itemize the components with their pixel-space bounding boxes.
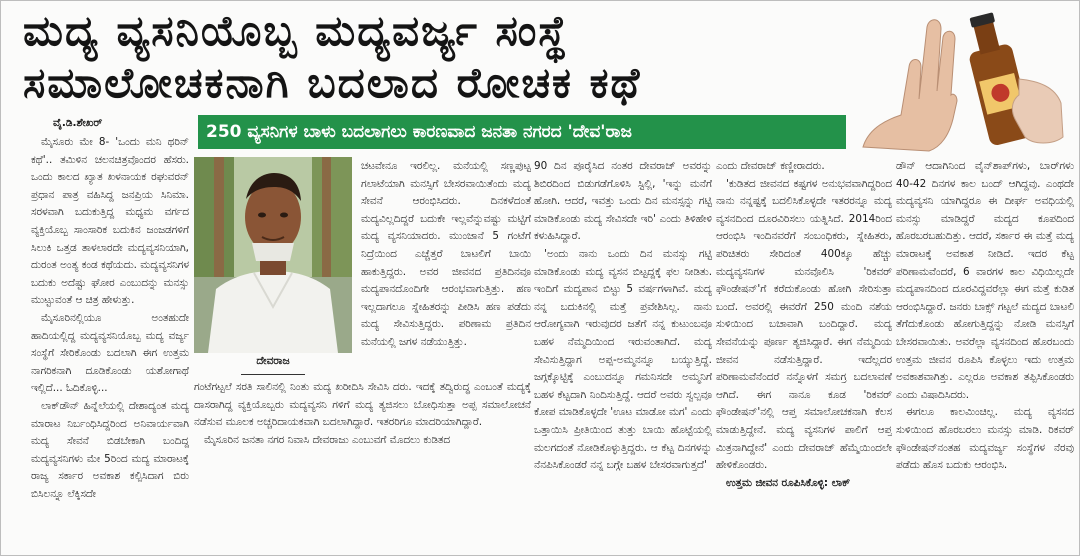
paragraph: ಚಟವೇನೂ ಇರಲಿಲ್ಲ. ಮನೆಯಲ್ಲಿ ಸಣ್ಣಪುಟ್ಟ ಗಲಾಟೆಯಾಗಿ ಮನಸ್ಸಿಗೆ ಬೇಸರವಾಯಿತೆಂದು ಮದ್ಯ ಸೇವನೆ ಆರಂಭಿಸಿದರು. ದಿನಕಳೆದಂತೆ ಮದ್ಯವಿಲ್ಲದಿದ್ದರೆ ಬದುಕೇ ಇಲ್ಲವೆನ್ನುವಷ್ಟು ಮಟ್ಟಿಗೆ ಮದ್ಯ ವ್ಯಸನಿಯಾದರು. ಮುಂಜಾನೆ 5 ಗಂಟೆಗೆ ನಿದ್ರೆಯಿಂದ ಎಚ್ಚೆತ್ತರೆ ಬಾಟಲಿಗೆ ಬಾಯಿ ಹಾಕುತ್ತಿದ್ದರು. ಅವರ ಜೀವನದ ಪ್ರತಿದಿನವೂ ಮದ್ಯಪಾನದೊಂದಿಗೇ ಆರಂಭವಾಗುತ್ತಿತ್ತು. ಹಣ ಇಲ್ಲದಾಗಲೂ ಸ್ನೇಹಿತರನ್ನು ಪೀಡಿಸಿ ಹಣ ಪಡೆದು ಮದ್ಯ ಸೇವಿಸುತ್ತಿದ್ದರು. ಪರಿಣಾಮ ಪ್ರತಿದಿನ ಮನೆಯಲ್ಲಿ ಜಗಳ ನಡೆಯುತ್ತಿತ್ತು.: [361, 160, 531, 348]
paragraph: ಈಗಲೂ ಕಾಲಮಿಂಚಿಲ್ಲ. ಮದ್ಯ ವ್ಯಸನದ ಸುಳಿಯಿಂದ ಹೊರಬರಲು ಮನಸ್ಸು ಮಾಡಿ. ರಿಕವರ್ ಫೌಂಡೇಷನ್‌ನಂತಹ ಮದ್ಯವರ್ಜ್ಯ ಸಂಸ್ಥೆಗಳ ನೆರವು ಪಡೆದು ಹೊಸ ಬದುಕು ಆರಂಭಿಸಿ.: [896, 406, 1074, 472]
paragraph: 90 ದಿನ ಪೂರೈಸಿದ ನಂತರ ದೇವರಾಜ್ ಅವರನ್ನು ಶಿಬಿರದಿಂದ ಬಿಡುಗಡೆಗೊಳಿಸಿ ಸ್ಟಿಲ್ಲಿ, 'ಇನ್ನು ಮನೆಗೆ ಹೋಗಿ. ಆದರೆ, ಇವತ್ತು ಒಂದು ದಿನ ಮನಸ್ಸನ್ನು ಗಟ್ಟಿ ಮಾಡಿಕೊಂಡು ಮದ್ಯ ಸೇವಿಸದೇ ಇರಿ' ಎಂದು ತಿಳಿಹೇಳಿ ಕಳುಹಿಸಿದ್ದಾರೆ.: [534, 160, 712, 243]
article-column-2-lower: [194, 379, 531, 554]
paragraph: ಮೈಸೂರಿನಲ್ಲಿಯೂ ಅಂತಹುದೇ ಹಾದಿಯಲ್ಲಿದ್ದ ಮದ್ಯವ್ಯಸನಿಯೊಬ್ಬ ಮದ್ಯ ವರ್ಜ್ಯ ಸಂಸ್ಥೆಗೆ ಸೇರಿಕೊಂಡು ಬದಲಾಗಿ ಈಗ ಉತ್ತಮ ನಾಗರಿಕನಾಗಿ ದೂಡಿಕೊಂಡು ಯಶೋಗಾಥೆ ಇಲ್ಲಿದೆ... ಓದಿಕೊಳ್ಳಿ...: [31, 311, 189, 395]
no-alcohol-illustration: [849, 7, 1075, 153]
subheadline-banner: 250 ವ್ಯಸನಿಗಳ ಬಾಳು ಬದಲಾಗಲು ಕಾರಣವಾದ ಜನತಾ ನಗರದ 'ದೇವ'ರಾಜ: [198, 115, 846, 149]
photo-caption: ದೇವರಾಜ: [256, 355, 290, 367]
article-column-4: [716, 158, 892, 554]
paragraph: ಮೈಸೂರಿನ ಜನತಾ ನಗರ ನಿವಾಸಿ ದೇವರಾಜು ಎಂಬುವಗೆ ಮೊದಲು ಕುಡಿತದ: [204, 433, 451, 446]
paragraph: 'ಅಂದು ನಾನು ಒಂದು ದಿನ ಮನಸ್ಸು ಗಟ್ಟಿ ಮಾಡಿಕೊಂಡು ಮದ್ಯ ವ್ಯಸನ ಬಿಟ್ಟದ್ದಕ್ಕೆ ಫಲ ನೀಡಿತು. ಇಂದಿಗೆ ಮದ್ಯಪಾನ ಬಿಟ್ಟು 5 ವರ್ಷಗಳಾಗಿವೆ. ಮದ್ಯ ನನ್ನ ಬದುಕಿನಲ್ಲಿ ಮತ್ತೆ ಪ್ರವೇಶಿಸಿಲ್ಲ. ನಾನು ಆರೋಗ್ಯವಾಗಿ ಇರುವುದರ ಜತೆಗೆ ನನ್ನ ಕುಟುಂಬವೂ ಬಹಳ ನೆಮ್ಮದಿಯಿಂದ ಇರುವಂತಾಗಿದೆ. ಮದ್ಯ ಸೇವಿಸುತ್ತಿದ್ದಾಗ ಅಪ್ಪ-ಅಮ್ಮನನ್ನೂ ಬಯ್ಯುತ್ತಿದ್ದೆ. ಜಗ್ಗಕ್ಕೊಟ್ಟಿಕ್ಕೆ ಎಂಬುದನ್ನೂ ಗಮನಿಸದೇ ಅಮ್ಮನಿಗೆ ಬಹಳ ಕೆಟ್ಟದಾಗಿ ನಿಂದಿಸುತ್ತಿದ್ದೆ. ಆದರೆ ಅವರು ಸ್ವಲ್ಪವೂ ಕೋಪ ಮಾಡಿಕೊಳ್ಳದೇ 'ಊಟ ಮಾಡೋ ಮಗ' ಎಂದು ಒತ್ತಾಯಿಸಿ ಪ್ರೀತಿಯಿಂದ ತುತ್ತು ಬಾಯಿ ಹೊಟ್ಟೆಯಲ್ಲಿ ಮಲಗದಂತೆ ನೋಡಿಕೊಳ್ಳುತ್ತಿದ್ದರು. ಆ ಕೆಟ್ಟ ದಿನಗಳನ್ನು ನೆನಪಿಸಿಕೊಂಡರೆ ನನ್ನ ಬಗ್ಗೇ ಬಹಳ ಬೇಸರವಾಗುತ್ತದೆ': [534, 247, 712, 472]
headline-line-1: ಮದ್ಯ ವ್ಯಸನಿಯೊಬ್ಬ ಮದ್ಯವರ್ಜ್ಯ ಸಂಸ್ಥೆ: [23, 6, 569, 55]
paragraph: ಮೈಸೂರು ಮೇ 8- 'ಒಂದು ಮನಿ ಥರಿನ್ ಕಥೆ'.. ತಮಿಳಿನ ಚಲನಚಿತ್ರವೊಂದರ ಹೆಸರು. ಒಂದು ಕಾಲದ ಖ್ಯಾತ ಖಳನಾಯಕ ರಘುವರನ್ ಪ್ರಧಾನ ಪಾತ್ರ ವಹಿಸಿದ್ದ ಜನಪ್ರಿಯ ಸಿನಿಮಾ. ಸರಳವಾಗಿ ಬದುಕುತ್ತಿದ್ದ ಮಧ್ಯಮ ವರ್ಗದ ವ್ಯಕ್ತಿಯೊಬ್ಬ ಸಾಂಸಾರಿಕ ಬದುಕಿನ ಜಂಜಡಗಳಿಗೆ ಸಿಲುಕಿ ಒತ್ತಡ ತಾಳಲಾರದೇ ಮದ್ಯವ್ಯಸನಿಯಾಗಿ, ದುರಂತ ಅಂತ್ಯ ಕಂಡ ಕಥೆಯದು. ಮದ್ಯವ್ಯಸನಿಗಳ ಬದುಕು ಅದೆಷ್ಟು ಘೋರ ಎಂಬುದನ್ನು ಮನಸ್ಸು ಮುಟ್ಟುವಂತೆ ಆ ಚಿತ್ರ ಹೇಳುತ್ತು.: [31, 136, 189, 307]
article-column-3: [534, 158, 712, 554]
paragraph: ಗಂಟೆಗಟ್ಟಲೆ ಸರತಿ ಸಾಲಿನಲ್ಲಿ ನಿಂತು ಮದ್ಯ ಖರೀದಿಸಿ ಸೇವಿಸಿ ದರು. ಇದಕ್ಕೆ ತದ್ವಿರುದ್ಧ ಎಂಬಂತೆ ಮದ್ಯಕ್ಕೆ ದಾಸರಾಗಿದ್ದ ವ್ಯಕ್ತಿಯೊಬ್ಬರು ಮದ್ಯವ್ಯಸನಿ ಗಳಿಗೆ ಮದ್ಯ ತ್ಯಜಿಸಲು ಬೋಧಿಸುತ್ತಾ ಅಪ್ಪ ಸಮಾಲೋಚನೆ ನಡೆಸುವ ಮೂಲಕ ಅಚ್ಚರಿದಾಯಕವಾಗಿ ಬದಲಾಗಿದ್ದಾರೆ. ಇತರರಿಗೂ ಮಾದರಿಯಾಗಿದ್ದಾರೆ.: [194, 381, 531, 429]
paragraph: ಡೌನ್ ಆದಾಗಿನಿಂದ ವೈನ್‌ಶಾಪ್‌ಗಳು, ಬಾರ್‌ಗಳು 40-42 ದಿನಗಳ ಕಾಲ ಬಂದ್ ಆಗಿದ್ದವು. ಎಂಥದೇ ಮದ್ಯವ್ಯಸನಿ ಯಾಗಿದ್ದರೂ ಈ ದೀರ್ಘ ಅವಧಿಯಲ್ಲಿ ಮನಸ್ಸು ಮಾಡಿದ್ದರೆ ಮದ್ಯದ ಕೂಪದಿಂದ ಹೊರಬರಬಹುದಿತ್ತು. ಆದರೆ, ಸರ್ಕಾರ ಈ ಮತ್ತೆ ಮದ್ಯ ಮಾರಾಟಕ್ಕೆ ಅವಕಾಶ ನೀಡಿದೆ. ಇದರ ಕೆಟ್ಟ ಪರಿಣಾಮವೆಂದರೆ, 6 ವಾರಗಳ ಕಾಲ ವಿಧಿಯಿಲ್ಲದೇ ಮದ್ಯಪಾನದಿಂದ ದೂರವಿದ್ದವರೆಲ್ಲಾ ಈಗ ಮತ್ತೆ ಕುಡಿತ ಆರಂಭಿಸಿದ್ದಾರೆ. ಜನರು ಬಾಕ್ಸ್ ಗಟ್ಟಲೆ ಮದ್ಯದ ಬಾಟಲಿ ತೆಗೆದುಕೊಂಡು ಹೋಗುತ್ತಿದ್ದನ್ನು ನೋಡಿ ಮನಸ್ಸಿಗೆ ಬೇಸರವಾಯಿತು. ಅವರೆಲ್ಲಾ ವ್ಯಸನದಿಂದ ಹೊರಬಂದು ಉತ್ತಮ ಜೀವನ ರೂಪಿಸಿ ಕೊಳ್ಳಲು ಇದು ಉತ್ತಮ ಅವಕಾಶವಾಗಿತ್ತು. ಎಲ್ಲರೂ ಅವಕಾಶ ತಪ್ಪಿಸಿಕೊಂಡರು ಎಂದು ವಿಷಾದಿಸಿದರು.: [896, 160, 1074, 401]
paragraph: ಲಾಕ್‌ಡೌನ್ ಹಿನ್ನೆಲೆಯಲ್ಲಿ ದೇಶಾದ್ಯಂತ ಮದ್ಯ ಮಾರಾಟ ನಿರ್ಬಂಧಿಸಿದ್ದರಿಂದ ಅನಿವಾರ್ಯವಾಗಿ ಮದ್ಯ ಸೇವನೆ ಬಿಡಬೇಕಾಗಿ ಬಂದಿದ್ದ ಮದ್ಯವ್ಯಸನಿಗಳು ಮೇ 5ರಿಂದ ಮದ್ಯ ಮಾರಾಟಕ್ಕೆ ರಾಜ್ಯ ಸರ್ಕಾರ ಅವಕಾಶ ಕಲ್ಪಿಸಿದಾಗ ಬಿರು ಬಿಸಿಲನ್ನೂ ಲೆಕ್ಕಿಸದೇ: [31, 399, 189, 500]
byline: ವೈ.ಡಿ.ಶೇಖರ್: [53, 117, 103, 129]
caption-divider: [241, 374, 305, 375]
article-column-1: [31, 134, 189, 554]
portrait-photo: [194, 157, 352, 353]
headline-line-2: ಸಮಾಲೋಚಕನಾಗಿ ಬದಲಾದ ರೋಚಕ ಕಥೆ: [23, 58, 642, 107]
paragraph: ಎಂದು ದೇವರಾಜ್ ಕಣ್ಣೀರಾದರು.: [716, 160, 825, 172]
subheading: ಉತ್ತಮ ಜೀವನ ರೂಪಿಸಿಕೊಳ್ಳಿ: ಲಾಕ್: [726, 476, 851, 489]
paragraph: 'ಕುಡಿತದ ಜೀವನದ ಕಷ್ಟಗಳ ಅನುಭವವಾಗಿದ್ದರಿಂದ ನಾನು ನನ್ನಷ್ಟಕ್ಕೆ ಬದಲಿಸಿಕೊಳ್ಳದೇ ಇತರರನ್ನೂ ಮದ್ಯ ವ್ಯಸನದಿಂದ ದೂರವಿರಿಸಲು ಯತ್ನಿಸಿದೆ. 2014ರಿಂದ ಆರಂಭಿಸಿ ಇಂದಿನವರೆಗೆ ಸಂಬಂಧಿಕರು, ಸ್ನೇಹಿತರು, ಪರಿಚಿತರು ಸೇರಿದಂತೆ 400ಕ್ಕೂ ಹೆಚ್ಚು ಮದ್ಯವ್ಯಸನಿಗಳ ಮನವೊಲಿಸಿ 'ರಿಕವರ್ ಫೌಂಡೇಷನ್'ಗೆ ಕರೆದುಕೊಂಡು ಹೋಗಿ ಸೇರಿಸುತ್ತಾ ಬಂದೆ. ಅವರಲ್ಲಿ ಈವರೆಗೆ 250 ಮಂದಿ ನಶೆಯ ಸುಳಿಯಿಂದ ಬಚಾವಾಗಿ ಬಂದಿದ್ದಾರೆ. ಮದ್ಯ ಸೇವನೆಯನ್ನು ಪೂರ್ಣ ತ್ಯಜಿಸಿದ್ದಾರೆ. ಈಗ ನೆಮ್ಮದಿಯ ಜೀವನ ನಡೆಸುತ್ತಿದ್ದಾರೆ. ಇದೆಲ್ಲದರ ಪರಿಣಾಮವೆನೆಂದರೆ ನನ್ನೊಳಗೆ ಸಮಗ್ರ ಬದಲಾವಣೆ ಆಗಿದೆ. ಈಗ ನಾನೂ ಕೂಡ 'ರಿಕವರ್ ಫೌಂಡೇಷನ್'ನಲ್ಲಿ ಆಪ್ತ ಸಮಾಲೋಚಕನಾಗಿ ಕೆಲಸ ಮಾಡುತ್ತಿದ್ದೇನೆ. ಮದ್ಯ ವ್ಯಸನಿಗಳ ಪಾಲಿಗೆ ಆಪ್ತ ಮಿತ್ರನಾಗಿದ್ದೇನೆ' ಎಂದು ದೇವರಾಜ್ ಹೆಮ್ಮೆಯಿಂದಲೇ ಹೇಳಿಕೊಂಡರು.: [716, 177, 892, 472]
article-column-5: [896, 158, 1074, 554]
